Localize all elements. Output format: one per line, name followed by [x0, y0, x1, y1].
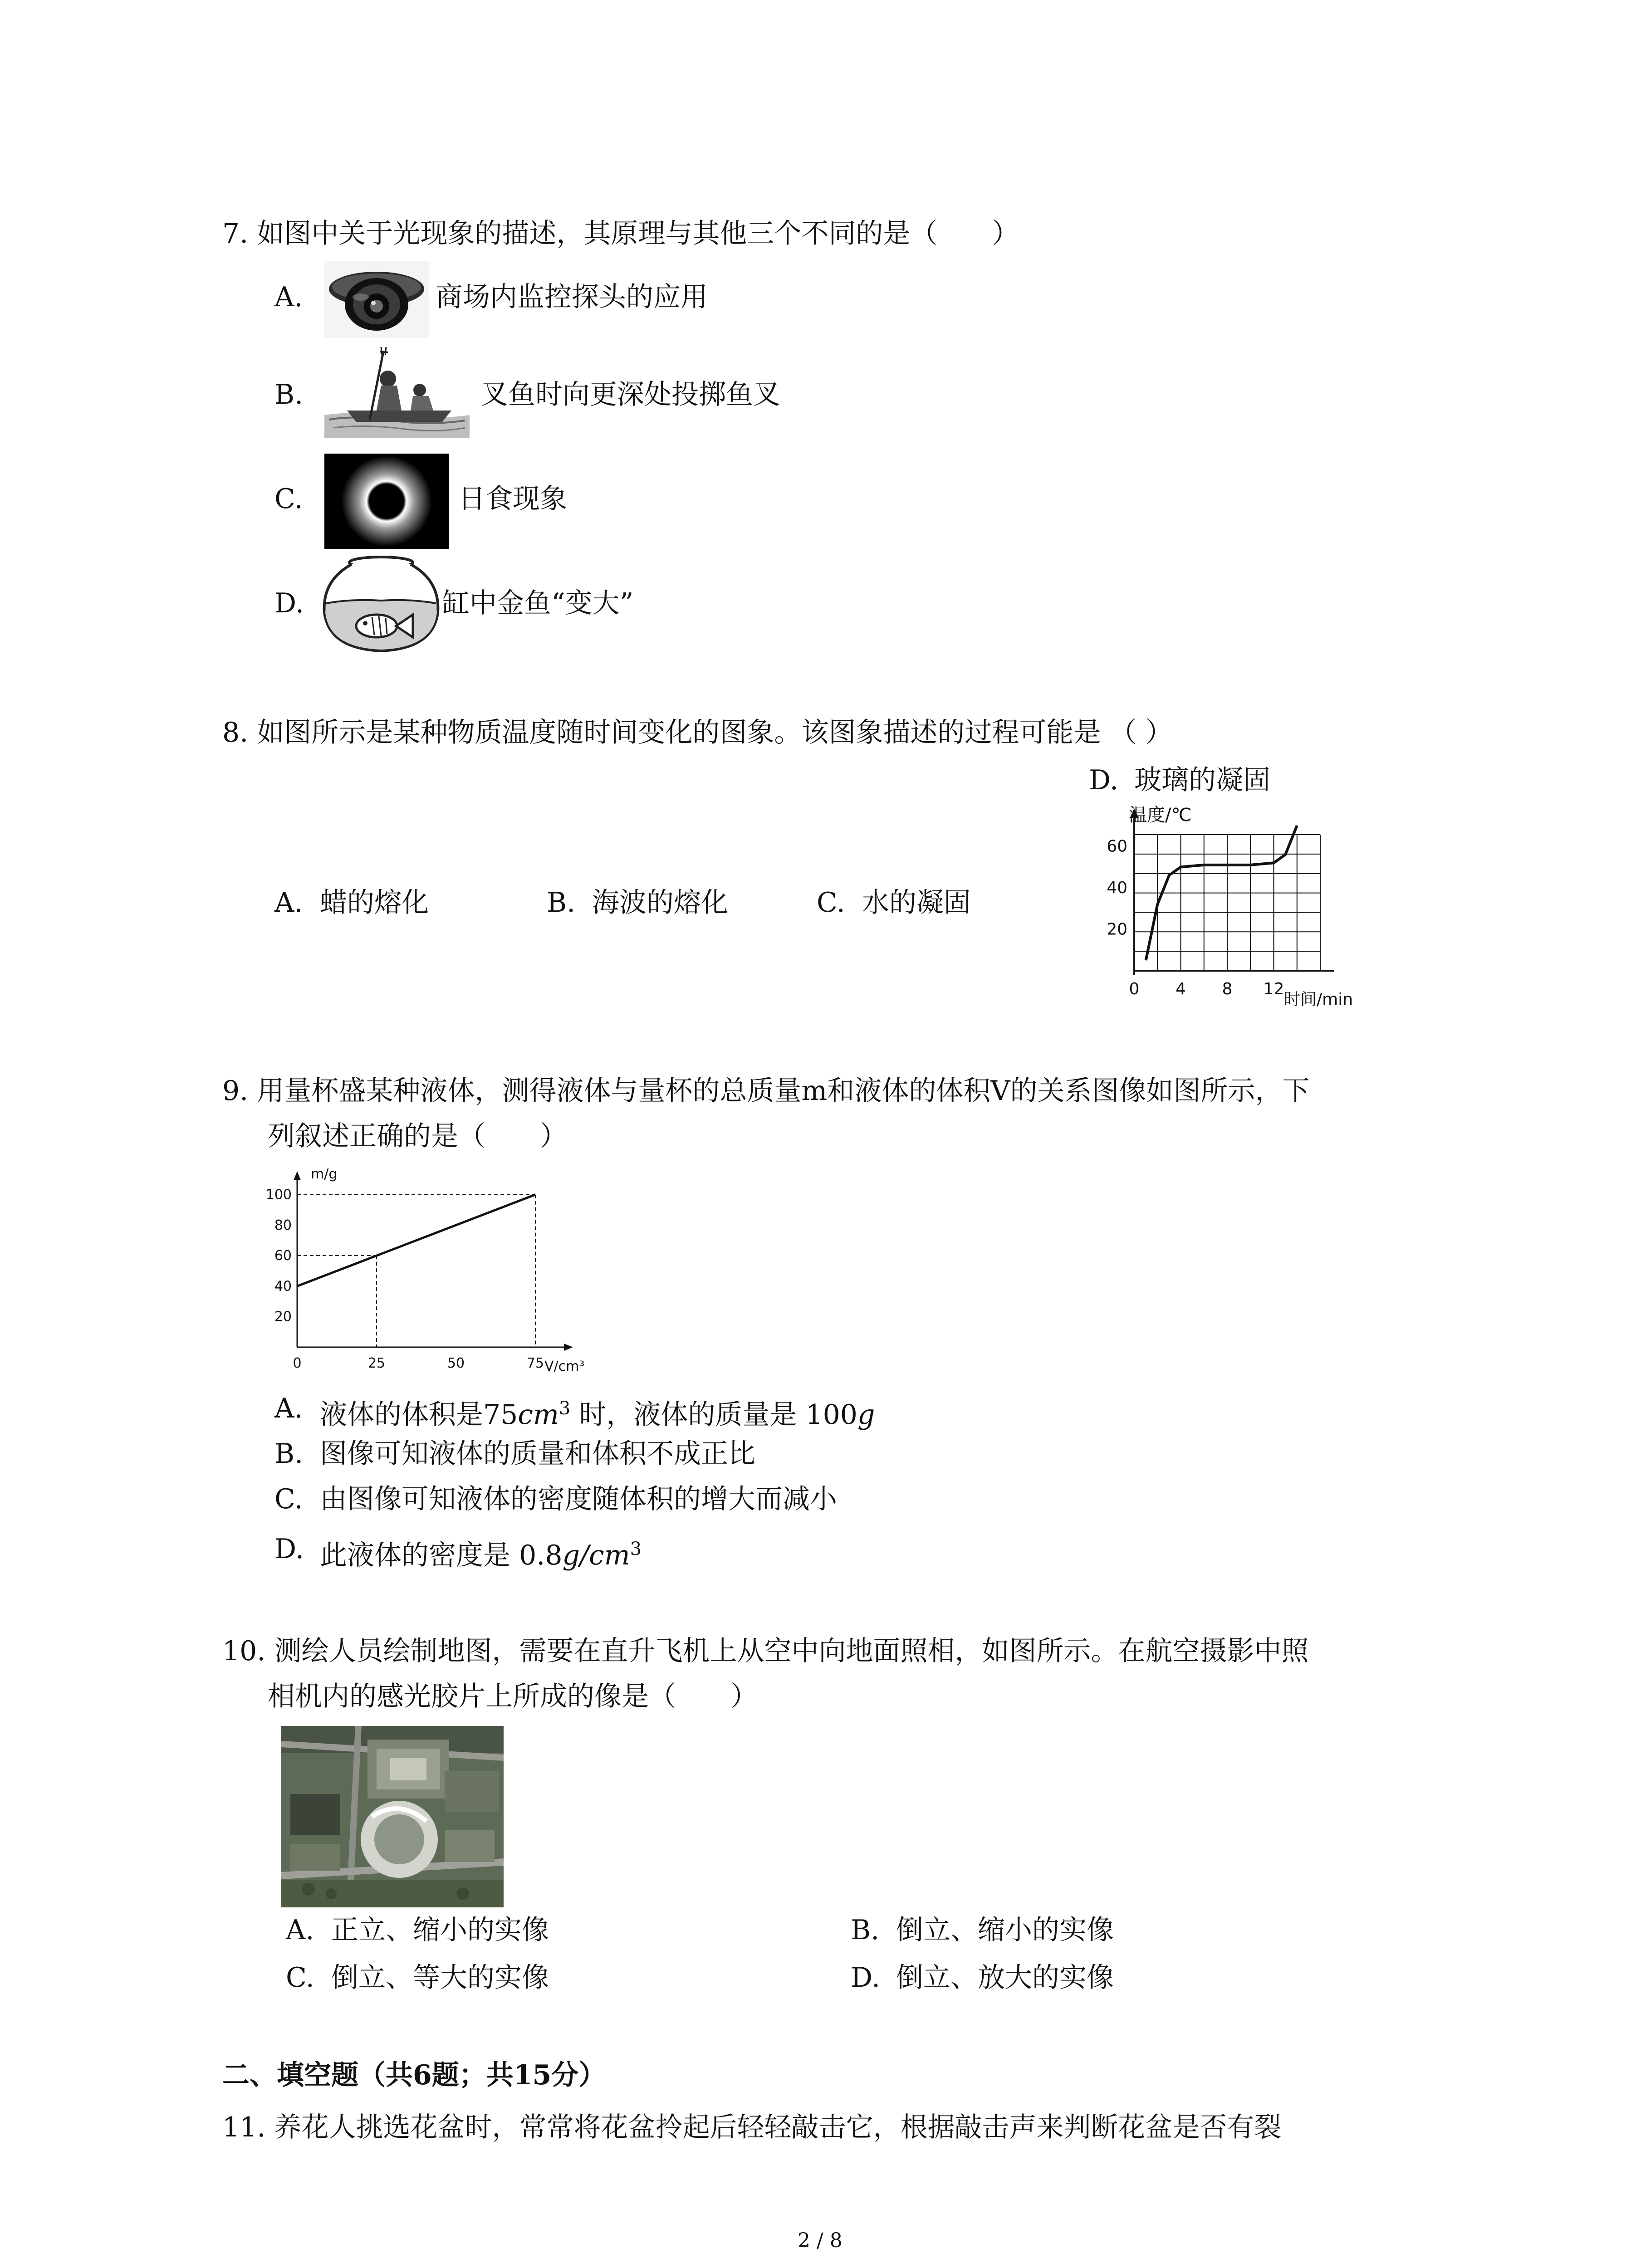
q9-option-d-letter: D.	[274, 1533, 304, 1565]
solar-eclipse-image	[324, 454, 449, 549]
q8-stem: 8. 如图所示是某种物质温度随时间变化的图象。该图象描述的过程可能是 （ ）	[222, 717, 1173, 748]
chart2-y-tick-label: 40	[274, 1278, 292, 1295]
q9-stem-line1	[222, 1073, 1310, 1109]
chart2-y-tick-label: 20	[274, 1309, 292, 1325]
q10-option-c-letter: C.	[286, 1962, 314, 1994]
chart1-y-label: 温度/℃	[1129, 805, 1192, 826]
goldfish-bowl-image	[320, 553, 442, 655]
q8-option-c-text: 水的凝固	[862, 887, 971, 919]
q7-option-c-letter: C.	[274, 483, 303, 515]
camera-dome-image	[324, 261, 429, 338]
chart1-x-ticks	[1129, 980, 1284, 998]
q10-stem-line2: 相机内的感光胶片上所成的像是（ ）	[268, 1681, 758, 1712]
chart1-y-tick-label: 60	[1107, 837, 1127, 856]
spear-fishing-image	[320, 347, 472, 442]
chart2-y-ticks	[266, 1187, 292, 1325]
q10-option-a-text: 正立、缩小的实像	[331, 1914, 549, 1946]
q10-option-c-text: 倒立、等大的实像	[331, 1962, 549, 1994]
chart2-y-label: m/g	[311, 1166, 338, 1182]
chart1-x-tick-label: 8	[1222, 980, 1233, 998]
q10-option-d-letter: D.	[851, 1962, 881, 1994]
q10-option-d-text: 倒立、放大的实像	[896, 1962, 1114, 1994]
q10-option-b-letter: B.	[851, 1914, 880, 1946]
q7-option-a-text: 商场内监控探头的应用	[436, 281, 708, 313]
q9-option-d-text: 此液体的密度是 $0.8g/cm^3$	[320, 1539, 642, 1571]
q7-option-a-letter: A.	[274, 281, 303, 313]
chart1-x-tick-label: 0	[1129, 980, 1140, 998]
chart1-x-label: 时间/min	[1284, 990, 1353, 1009]
q9-option-b-text: 图像可知液体的质量和体积不成正比	[320, 1438, 755, 1470]
chart2-guide-lines	[297, 1195, 535, 1347]
q9-stem-line1-text: 9. 用量杯盛某种液体，测得液体与量杯的总质量m和液体的体积V的关系图像如图所示，下	[222, 1075, 1310, 1107]
chart1-grid	[1134, 835, 1320, 971]
mass-volume-chart	[254, 1166, 617, 1379]
q9-option-a-text: 液体的体积是$75cm^3$ 时，液体的质量是 100g	[320, 1398, 875, 1431]
q9-stem-line2: 列叙述正确的是（ ）	[268, 1120, 567, 1152]
q9-option-b-letter: B.	[274, 1438, 304, 1470]
chart1-y-tick-label: 20	[1107, 920, 1127, 939]
chart2-axes	[294, 1171, 573, 1351]
q8-option-d-letter: D.	[1089, 764, 1119, 796]
aerial-photo-image	[281, 1726, 504, 1907]
chart2-y-tick-label: 100	[265, 1187, 292, 1203]
chart2-x-label: V/cm³	[544, 1359, 585, 1374]
q9-option-c-letter: C.	[274, 1483, 303, 1515]
q8-option-a-letter: A.	[274, 887, 303, 919]
q9-option-a-letter: A.	[274, 1393, 303, 1424]
q8-option-c-letter: C.	[817, 887, 845, 919]
q10-option-a-letter: A.	[286, 1914, 314, 1946]
chart2-x-tick-label: 50	[447, 1355, 465, 1371]
q8-option-a-text: 蜡的熔化	[320, 887, 429, 919]
temperature-time-chart	[1080, 803, 1370, 1012]
chart2-y-tick-label: 80	[274, 1217, 292, 1233]
q11-stem: 11. 养花人挑选花盆时，常常将花盆拎起后轻轻敲击它，根据敲击声来判断花盆是否有裂	[222, 2112, 1282, 2143]
q7-stem: 7. 如图中关于光现象的描述，其原理与其他三个不同的是（ ）	[222, 218, 1019, 249]
chart1-y-ticks	[1107, 837, 1127, 939]
q7-option-c-text: 日食现象	[458, 483, 567, 515]
q10-option-b-text: 倒立、缩小的实像	[896, 1914, 1114, 1946]
chart2-x-ticks	[293, 1355, 544, 1371]
q8-option-b-text: 海波的熔化	[592, 887, 728, 919]
chart2-x-tick-label: 25	[367, 1355, 386, 1371]
page-number: 2 / 8	[798, 2229, 843, 2252]
q7-option-b-letter: B.	[274, 379, 304, 411]
chart2-y-arrow	[294, 1171, 301, 1180]
chart2-y-tick-label: 60	[274, 1248, 292, 1264]
q7-option-b-text: 叉鱼时向更深处投掷鱼叉	[481, 379, 780, 411]
chart1-x-tick-label: 4	[1176, 980, 1186, 998]
chart1-y-tick-label: 40	[1107, 879, 1127, 898]
chart1-x-tick-label: 12	[1263, 980, 1284, 998]
section-title: 二、填空题（共6题；共15分）	[222, 2059, 606, 2091]
q7-option-d-letter: D.	[274, 587, 304, 619]
q8-option-b-letter: B.	[547, 887, 576, 919]
chart2-x-tick-label: 75	[526, 1355, 544, 1371]
chart2-x-tick-label: 0	[293, 1355, 302, 1371]
chart2-series-line	[297, 1195, 535, 1286]
q8-option-d-text: 玻璃的凝固	[1134, 764, 1270, 796]
q10-stem-line1: 10. 测绘人员绘制地图，需要在直升飞机上从空中向地面照相，如图所示。在航空摄影中照	[222, 1635, 1309, 1667]
chart2-x-arrow	[564, 1344, 573, 1351]
q9-option-c-text: 由图像可知液体的密度随体积的增大而减小	[320, 1483, 837, 1515]
chart1-axes	[1130, 808, 1334, 975]
q7-option-d-text: 缸中金鱼“变大”	[442, 587, 634, 619]
